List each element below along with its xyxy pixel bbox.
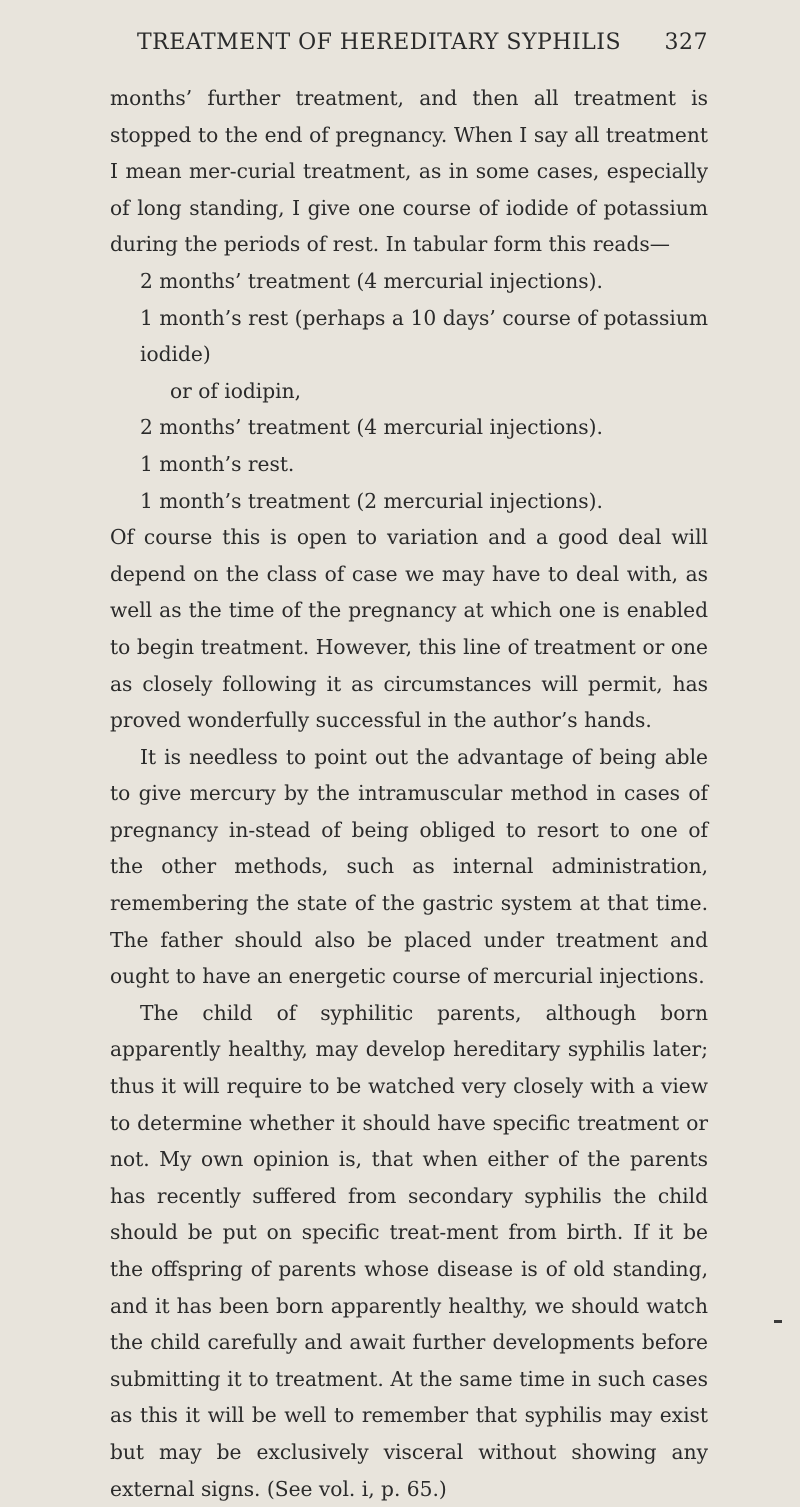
- schedule-item: [110, 409, 708, 446]
- page-number: 327: [664, 30, 708, 55]
- schedule-item: [110, 483, 708, 520]
- treatment-schedule: [110, 263, 708, 519]
- running-head-title: TREATMENT OF HEREDITARY SYPHILIS: [136, 30, 622, 55]
- paragraph: Of course this is open to variation and a good deal will depend on the class of case we may have to deal with, as well as the time of the pregnancy at which one is enabled to begin treatment. However, this line of treatment or one as closely following it as circumstances will permit, has proved wonderfully successful in the author’s hands.: [110, 525, 708, 733]
- paragraph: It is needless to point out the advantage of being able to give mercury by the intramuscular method in cases of pregnancy in-stead of being obliged to resort to one of the other methods, such as internal administration, remembering the state of the gastric system at that time. The father should also be placed under treatment and ought to have an energetic course of mercurial injections.: [110, 744, 708, 989]
- schedule-item-text: 2 months’ treatment (4 mercurial injections).: [140, 268, 603, 293]
- margin-mark: [774, 1320, 782, 1323]
- schedule-item-text: 1 month’s rest (perhaps a 10 days’ course of potassium iodide): [140, 305, 708, 367]
- paragraph: The child of syphilitic parents, although born apparently healthy, may develop hereditary syphilis later; thus it will require to be watched very closely with a view to determine whether it should have specific treatment or not. My own opinion is, that when either of the parents has recently suffered from secondary syphilis the child should be put on specific treat-ment from birth. If it be the offspring of parents whose disease is of old standing, and it has been born apparently healthy, we should watch the child carefully and await further developments before submitting it to treatment. At the same time in such cases as this it will be well to remember that syphilis may exist but may be exclusively visceral without showing any external signs. (See vol. i, p. 65.): [110, 1000, 708, 1501]
- paragraph-continuation: months’ further treatment, and then all treatment is stopped to the end of pregnancy. When I say all treatment I mean mer-curial treatment, as in some cases, especially of long standing, I give one course of iodide of potassium during the periods of rest. In tabular form this reads—: [110, 86, 708, 257]
- schedule-item-text: 2 months’ treatment (4 mercurial injections).: [140, 415, 603, 440]
- schedule-item: [110, 263, 708, 300]
- schedule-item: [110, 446, 708, 483]
- schedule-item: [110, 300, 708, 410]
- schedule-item-continuation: or of iodipin,: [170, 378, 302, 403]
- body-text: [110, 80, 708, 1507]
- running-head: [110, 30, 708, 66]
- schedule-item-text: 1 month’s rest.: [140, 451, 295, 476]
- schedule-item-text: 1 month’s treatment (2 mercurial injections).: [140, 488, 603, 513]
